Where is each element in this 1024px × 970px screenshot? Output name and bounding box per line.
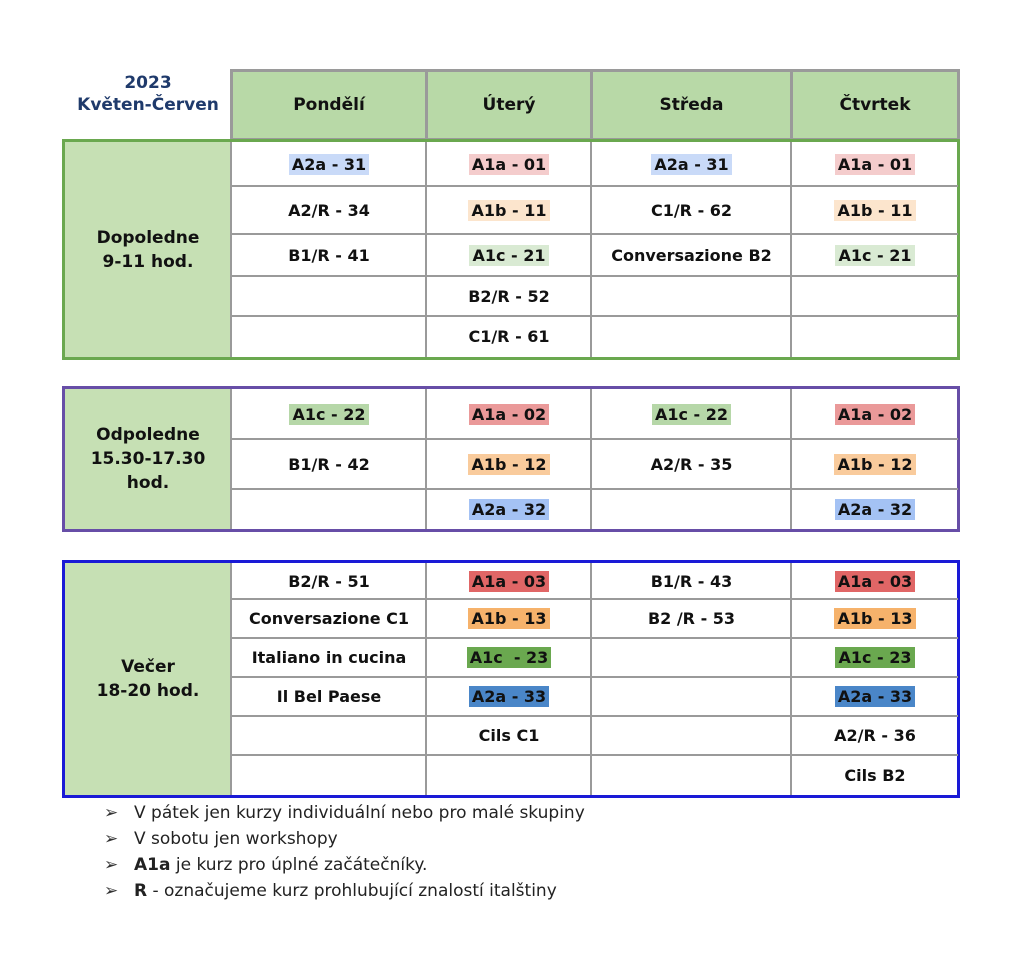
course-code: B2/R - 52 [468, 286, 550, 306]
year-label: 2023 [124, 73, 172, 93]
schedule-cell-tuesday [428, 563, 590, 599]
course-code: Italiano in cucina [251, 648, 407, 667]
schedule-cell-wednesday [593, 677, 790, 716]
note-text: V pátek jen kurzy individuální nebo pro malé skupiny [134, 803, 585, 823]
course-code: B1/R - 41 [288, 245, 370, 265]
schedule-cell-monday [233, 234, 425, 276]
label-line: 15.30-17.30 [90, 449, 206, 469]
course-code: A2a - 33 [469, 686, 549, 707]
schedule-cell-monday [233, 276, 425, 316]
arrow-icon: ➢ [104, 829, 119, 849]
grid-column-divider [790, 389, 792, 529]
note-text: V sobotu jen workshopy [134, 829, 338, 849]
course-code: A2a - 32 [835, 499, 915, 520]
note-text: je kurz pro úplné začátečníky. [170, 855, 428, 875]
course-code: A1a - 03 [469, 571, 549, 592]
schedule-cell-wednesday [593, 755, 790, 795]
schedule-title [64, 72, 232, 116]
label-line: hod. [126, 473, 170, 493]
grid-column-divider [790, 142, 792, 357]
course-code: A2a - 32 [469, 499, 549, 520]
schedule-cell-tuesday [428, 186, 590, 234]
schedule-cell-tuesday [428, 276, 590, 316]
course-code [872, 336, 878, 338]
course-code [689, 696, 695, 698]
schedule-cell-tuesday [428, 755, 590, 795]
label-line: 18-20 hod. [96, 681, 200, 701]
course-code: A2/R - 36 [834, 726, 916, 745]
note-item [104, 800, 585, 826]
course-code: Cils B2 [844, 765, 906, 785]
section-label-afternoon [65, 389, 231, 529]
schedule-cell-thursday [793, 316, 957, 357]
schedule-cell-monday [233, 489, 425, 529]
course-code: B2 /R - 53 [647, 609, 736, 628]
schedule-cell-tuesday [428, 389, 590, 439]
course-code: A1b - 13 [468, 608, 549, 629]
course-code: A1b - 13 [834, 608, 915, 629]
course-code [689, 295, 695, 297]
grid-column-divider [590, 142, 592, 357]
course-code: B1/R - 42 [288, 454, 370, 474]
day-header-tuesday [425, 69, 593, 141]
schedule-cell-tuesday [428, 716, 590, 755]
arrow-icon: ➢ [104, 881, 119, 901]
note-term: R [134, 881, 148, 901]
schedule-cell-monday [233, 755, 425, 795]
schedule-cell-thursday [793, 563, 957, 599]
course-code: B2/R - 51 [288, 571, 370, 591]
course-code: A1c - 21 [469, 245, 548, 266]
day-header-monday [230, 69, 428, 141]
course-code [326, 336, 332, 338]
course-code [326, 508, 332, 510]
schedule-cell-thursday [793, 677, 957, 716]
schedule-cell-wednesday [593, 439, 790, 489]
course-code: B1/R - 43 [650, 571, 733, 591]
schedule-cell-thursday [793, 142, 957, 186]
course-code: A1a - 01 [835, 154, 915, 175]
day-label: Čtvrtek [839, 95, 911, 115]
label-line: Večer [121, 657, 175, 677]
course-code: A1a - 03 [835, 571, 915, 592]
schedule-cell-thursday [793, 755, 957, 795]
schedule-cell-wednesday [593, 142, 790, 186]
schedule-cell-wednesday [593, 316, 790, 357]
course-code: A1b - 11 [468, 200, 549, 221]
schedule-cell-tuesday [428, 599, 590, 638]
grid-column-divider [425, 142, 427, 357]
course-code [689, 508, 695, 510]
course-code: A1c - 22 [289, 404, 368, 425]
schedule-cell-wednesday [593, 599, 790, 638]
course-code [326, 295, 332, 297]
schedule-cell-wednesday [593, 716, 790, 755]
schedule-cell-wednesday [593, 389, 790, 439]
course-code [689, 735, 695, 737]
course-code: A1c - 23 [467, 647, 552, 668]
schedule-cell-wednesday [593, 276, 790, 316]
note-item [104, 852, 585, 878]
schedule-cell-tuesday [428, 316, 590, 357]
notes-list [104, 800, 585, 904]
course-code: A1c - 21 [835, 245, 914, 266]
grid-column-divider [590, 389, 592, 529]
grid-column-divider [425, 389, 427, 529]
day-label: Pondělí [293, 95, 365, 115]
course-code: Cils C1 [478, 726, 540, 745]
label-line: Dopoledne [96, 227, 200, 248]
course-code: A1b - 12 [468, 454, 549, 475]
schedule-cell-monday [233, 316, 425, 357]
schedule-cell-wednesday [593, 234, 790, 276]
schedule-cell-thursday [793, 489, 957, 529]
day-label: Úterý [482, 95, 536, 115]
course-code: A1c - 22 [652, 404, 731, 425]
label-line: 9-11 hod. [102, 251, 194, 272]
course-code: C1/R - 62 [650, 200, 733, 220]
schedule-cell-wednesday [593, 489, 790, 529]
arrow-icon: ➢ [104, 855, 119, 875]
schedule-cell-monday [233, 599, 425, 638]
schedule-cell-thursday [793, 276, 957, 316]
section-label-evening [65, 563, 231, 795]
course-code: A2/R - 35 [650, 454, 733, 474]
schedule-cell-tuesday [428, 439, 590, 489]
course-code [872, 295, 878, 297]
arrow-icon: ➢ [104, 803, 119, 823]
course-code: C1/R - 61 [468, 327, 550, 346]
schedule-cell-wednesday [593, 638, 790, 677]
period-label: Květen-Červen [77, 95, 219, 115]
section-label-morning [65, 142, 231, 357]
course-code: A1a - 02 [835, 404, 915, 425]
course-code [689, 657, 695, 659]
label-line: Odpoledne [96, 425, 200, 445]
schedule-cell-tuesday [428, 677, 590, 716]
day-header-wednesday [590, 69, 793, 141]
course-code: A2a - 33 [835, 686, 915, 707]
schedule-cell-monday [233, 439, 425, 489]
course-code: A1a - 02 [469, 404, 549, 425]
schedule-cell-monday [233, 638, 425, 677]
day-label: Středa [659, 95, 724, 115]
course-code: A1b - 12 [834, 454, 915, 475]
note-item [104, 878, 585, 904]
schedule-cell-thursday [793, 599, 957, 638]
schedule-cell-thursday [793, 716, 957, 755]
grid-column-divider [230, 142, 232, 357]
note-term: A1a [134, 855, 171, 875]
course-code [689, 774, 695, 776]
schedule-cell-monday [233, 389, 425, 439]
day-header-thursday [790, 69, 960, 141]
schedule-cell-monday [233, 563, 425, 599]
schedule-cell-thursday [793, 439, 957, 489]
course-code: A2/R - 34 [288, 200, 370, 220]
schedule-cell-thursday [793, 234, 957, 276]
course-code: A1c - 23 [835, 647, 914, 668]
course-code [506, 774, 512, 776]
note-item [104, 826, 585, 852]
course-code: Conversazione B2 [611, 245, 772, 265]
course-code [326, 735, 332, 737]
grid-column-divider [230, 389, 232, 529]
course-code: A1a - 01 [469, 154, 549, 175]
schedule-cell-wednesday [593, 563, 790, 599]
schedule-cell-monday [233, 677, 425, 716]
course-code [326, 774, 332, 776]
course-code: A1b - 11 [834, 200, 915, 221]
schedule-cell-thursday [793, 186, 957, 234]
schedule-cell-thursday [793, 389, 957, 439]
schedule-cell-tuesday [428, 234, 590, 276]
note-text: - označujeme kurz prohlubující znalostí italštiny [147, 881, 557, 901]
course-code: Conversazione C1 [248, 609, 410, 628]
schedule-cell-monday [233, 186, 425, 234]
schedule-cell-thursday [793, 638, 957, 677]
schedule-cell-monday [233, 142, 425, 186]
schedule-cell-wednesday [593, 186, 790, 234]
course-code: Il Bel Paese [276, 687, 382, 706]
course-code: A2a - 31 [651, 154, 731, 175]
schedule-cell-monday [233, 716, 425, 755]
schedule-cell-tuesday [428, 638, 590, 677]
schedule-cell-tuesday [428, 142, 590, 186]
course-code: A2a - 31 [289, 154, 369, 175]
schedule-cell-tuesday [428, 489, 590, 529]
course-code [689, 336, 695, 338]
